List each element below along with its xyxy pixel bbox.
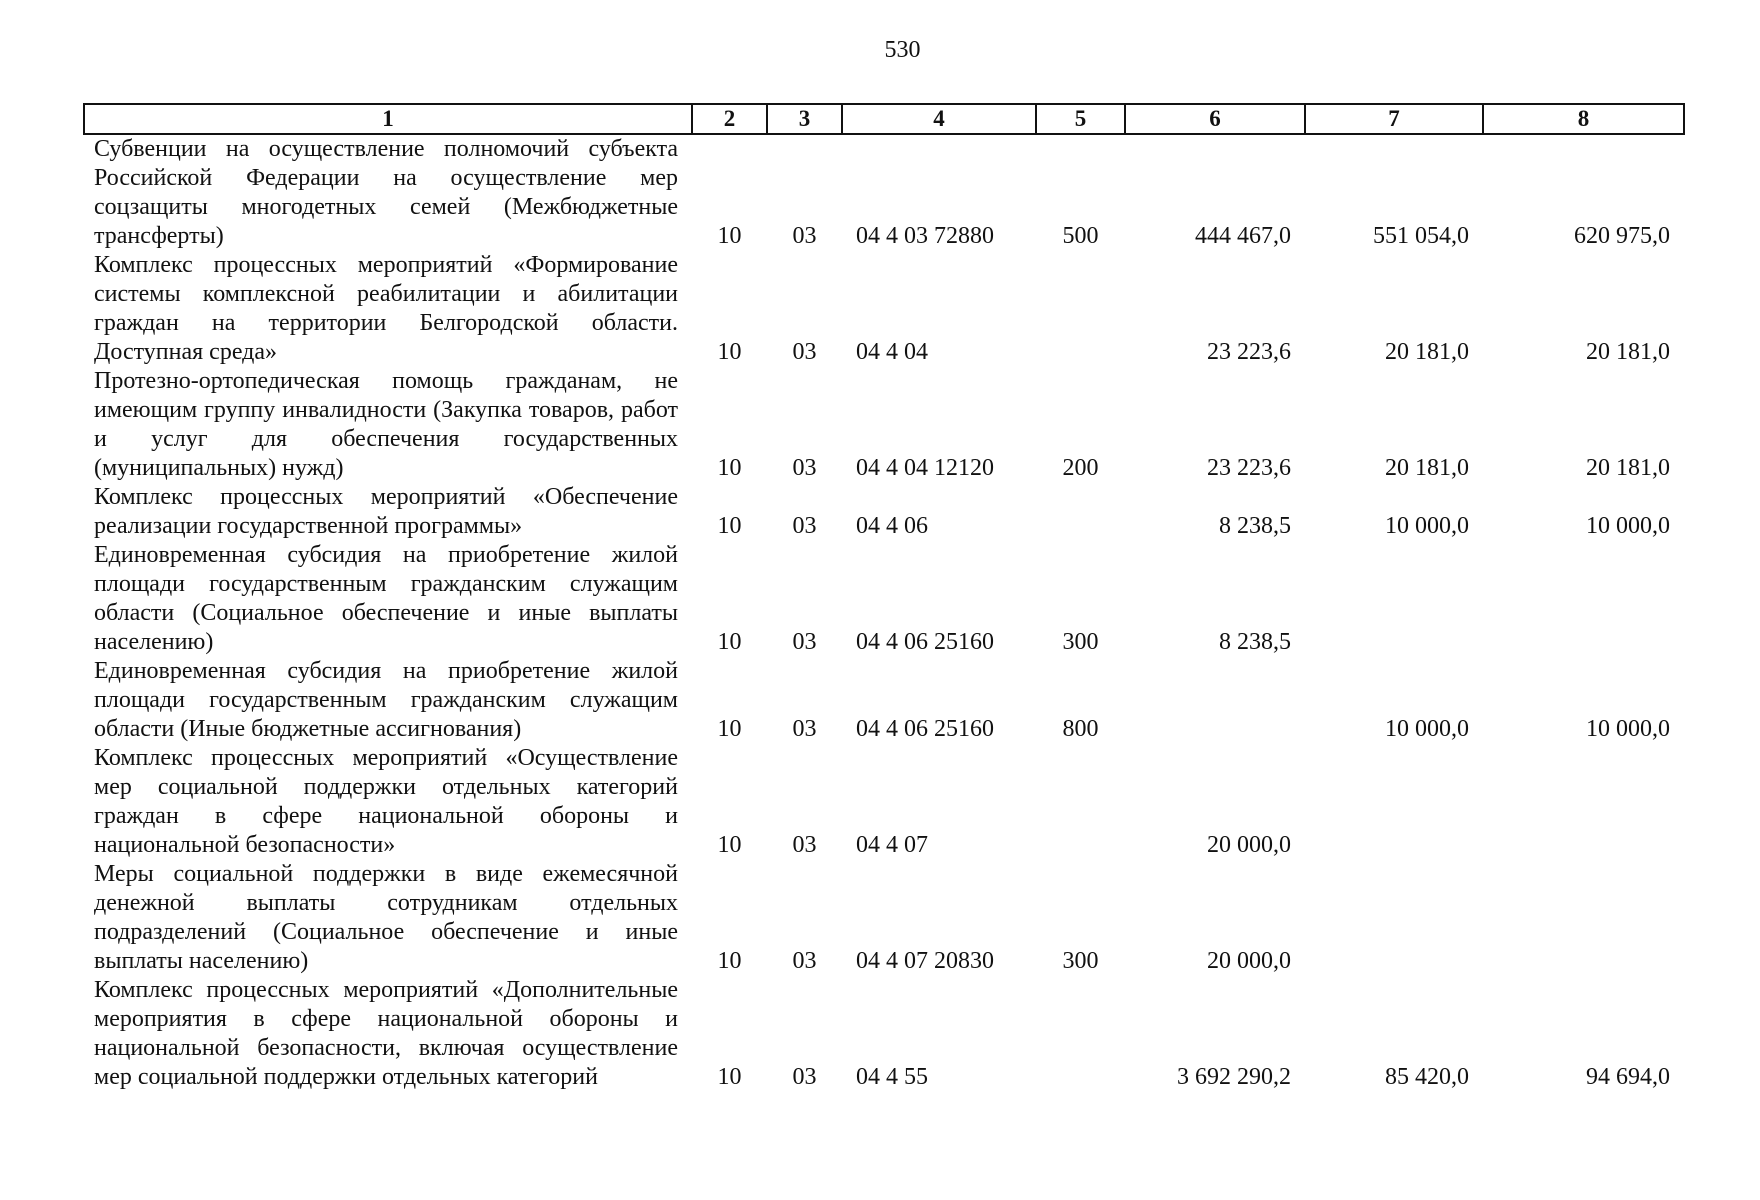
- amount-col-7: 10 000,0: [1385, 513, 1469, 539]
- section-code: 10: [717, 832, 742, 858]
- target-article-code: 04 4 04: [856, 339, 928, 365]
- amount-col-8: [1483, 541, 1684, 657]
- column-header-1: 1: [84, 104, 692, 134]
- subsection-code: 03: [792, 339, 817, 365]
- amount-col-7: 85 420,0: [1385, 1064, 1469, 1090]
- section-code: 10: [717, 455, 742, 481]
- row-description: Комплекс процессных мероприятий «Формирование системы комплексной реабилитации и абилитации граждан на территории Белгородской области. Доступная среда»: [94, 252, 678, 365]
- section-code: 10: [717, 716, 742, 742]
- target-article-code: 04 4 07: [856, 832, 928, 858]
- amount-col-6: 8 238,5: [1219, 513, 1291, 539]
- table-row: [84, 483, 1684, 541]
- table-row: [84, 657, 1684, 744]
- target-article-code: 04 4 04 12120: [856, 455, 994, 481]
- subsection-code: 03: [792, 513, 817, 539]
- expense-type-code: 200: [1062, 455, 1099, 481]
- row-description: Субвенции на осуществление полномочий субъекта Российской Федерации на осуществление мер соцзащиты многодетных семей (Межбюджетные трансферты): [94, 136, 678, 249]
- table-row: [84, 541, 1684, 657]
- target-article-code: 04 4 07 20830: [856, 948, 994, 974]
- row-description: Единовременная субсидия на приобретение жилой площади государственным гражданским служащим области (Социальное обеспечение и иные выплаты населению): [94, 542, 678, 655]
- amount-col-7: 10 000,0: [1385, 716, 1469, 742]
- subsection-code: 03: [792, 948, 817, 974]
- row-description: Протезно-ортопедическая помощь гражданам, не имеющим группу инвалидности (Закупка товаров, работ и услуг для обеспечения государственных (муниципальных) нужд): [94, 368, 678, 481]
- row-description: Единовременная субсидия на приобретение жилой площади государственным гражданским служащим области (Иные бюджетные ассигнования): [94, 658, 678, 742]
- amount-col-8: 620 975,0: [1574, 223, 1670, 249]
- column-header-4: 4: [842, 104, 1036, 134]
- amount-col-6: 20 000,0: [1207, 832, 1291, 858]
- amount-col-6: 444 467,0: [1195, 223, 1291, 249]
- amount-col-6: 23 223,6: [1207, 339, 1291, 365]
- row-description: Комплекс процессных мероприятий «Осуществление мер социальной поддержки отдельных категорий граждан в сфере национальной обороны и национальной безопасности»: [94, 745, 678, 858]
- expense-type-code: [1036, 744, 1125, 860]
- amount-col-8: [1483, 860, 1684, 976]
- section-code: 10: [717, 339, 742, 365]
- subsection-code: 03: [792, 1064, 817, 1090]
- subsection-code: 03: [792, 223, 817, 249]
- amount-col-8: 94 694,0: [1586, 1064, 1670, 1090]
- column-header-5: 5: [1036, 104, 1125, 134]
- subsection-code: 03: [792, 832, 817, 858]
- amount-col-7: 551 054,0: [1373, 223, 1469, 249]
- amount-col-7: [1305, 860, 1483, 976]
- amount-col-7: 20 181,0: [1385, 339, 1469, 365]
- amount-col-7: [1305, 744, 1483, 860]
- amount-col-8: 20 181,0: [1586, 455, 1670, 481]
- subsection-code: 03: [792, 455, 817, 481]
- table-row: [84, 976, 1684, 1092]
- table-row: [84, 860, 1684, 976]
- target-article-code: 04 4 06 25160: [856, 629, 994, 655]
- budget-table: [83, 103, 1685, 1092]
- amount-col-6: [1125, 657, 1305, 744]
- amount-col-6: 3 692 290,2: [1177, 1064, 1291, 1090]
- column-header-8: 8: [1483, 104, 1684, 134]
- table-row: [84, 134, 1684, 251]
- expense-type-code: 500: [1062, 223, 1099, 249]
- table-row: [84, 744, 1684, 860]
- amount-col-8: 10 000,0: [1586, 513, 1670, 539]
- amount-col-8: 10 000,0: [1586, 716, 1670, 742]
- row-description: Меры социальной поддержки в виде ежемесячной денежной выплаты сотрудникам отдельных подразделений (Социальное обеспечение и иные выплаты населению): [94, 861, 678, 974]
- table-header-row: [84, 104, 1684, 134]
- column-header-6: 6: [1125, 104, 1305, 134]
- column-header-3: 3: [767, 104, 842, 134]
- subsection-code: 03: [792, 716, 817, 742]
- section-code: 10: [717, 948, 742, 974]
- expense-type-code: 300: [1062, 629, 1099, 655]
- amount-col-6: 8 238,5: [1219, 629, 1291, 655]
- expense-type-code: [1036, 976, 1125, 1092]
- amount-col-6: 23 223,6: [1207, 455, 1291, 481]
- expense-type-code: [1036, 483, 1125, 541]
- page-number: 530: [884, 37, 921, 63]
- amount-col-8: 20 181,0: [1586, 339, 1670, 365]
- table-row: [84, 251, 1684, 367]
- amount-col-8: [1483, 744, 1684, 860]
- expense-type-code: [1036, 251, 1125, 367]
- section-code: 10: [717, 629, 742, 655]
- target-article-code: 04 4 06 25160: [856, 716, 994, 742]
- row-description: Комплекс процессных мероприятий «Дополнительные мероприятия в сфере национальной обороны и национальной безопасности, включая осуществление мер социальной поддержки отдельных категорий: [94, 977, 678, 1090]
- subsection-code: 03: [792, 629, 817, 655]
- column-header-2: 2: [692, 104, 767, 134]
- row-description: Комплекс процессных мероприятий «Обеспечение реализации государственной программы»: [94, 484, 678, 539]
- table-row: [84, 367, 1684, 483]
- expense-type-code: 800: [1062, 716, 1099, 742]
- section-code: 10: [717, 223, 742, 249]
- amount-col-6: 20 000,0: [1207, 948, 1291, 974]
- column-header-7: 7: [1305, 104, 1483, 134]
- section-code: 10: [717, 513, 742, 539]
- section-code: 10: [717, 1064, 742, 1090]
- amount-col-7: 20 181,0: [1385, 455, 1469, 481]
- target-article-code: 04 4 06: [856, 513, 928, 539]
- expense-type-code: 300: [1062, 948, 1099, 974]
- amount-col-7: [1305, 541, 1483, 657]
- target-article-code: 04 4 55: [856, 1064, 928, 1090]
- target-article-code: 04 4 03 72880: [856, 223, 994, 249]
